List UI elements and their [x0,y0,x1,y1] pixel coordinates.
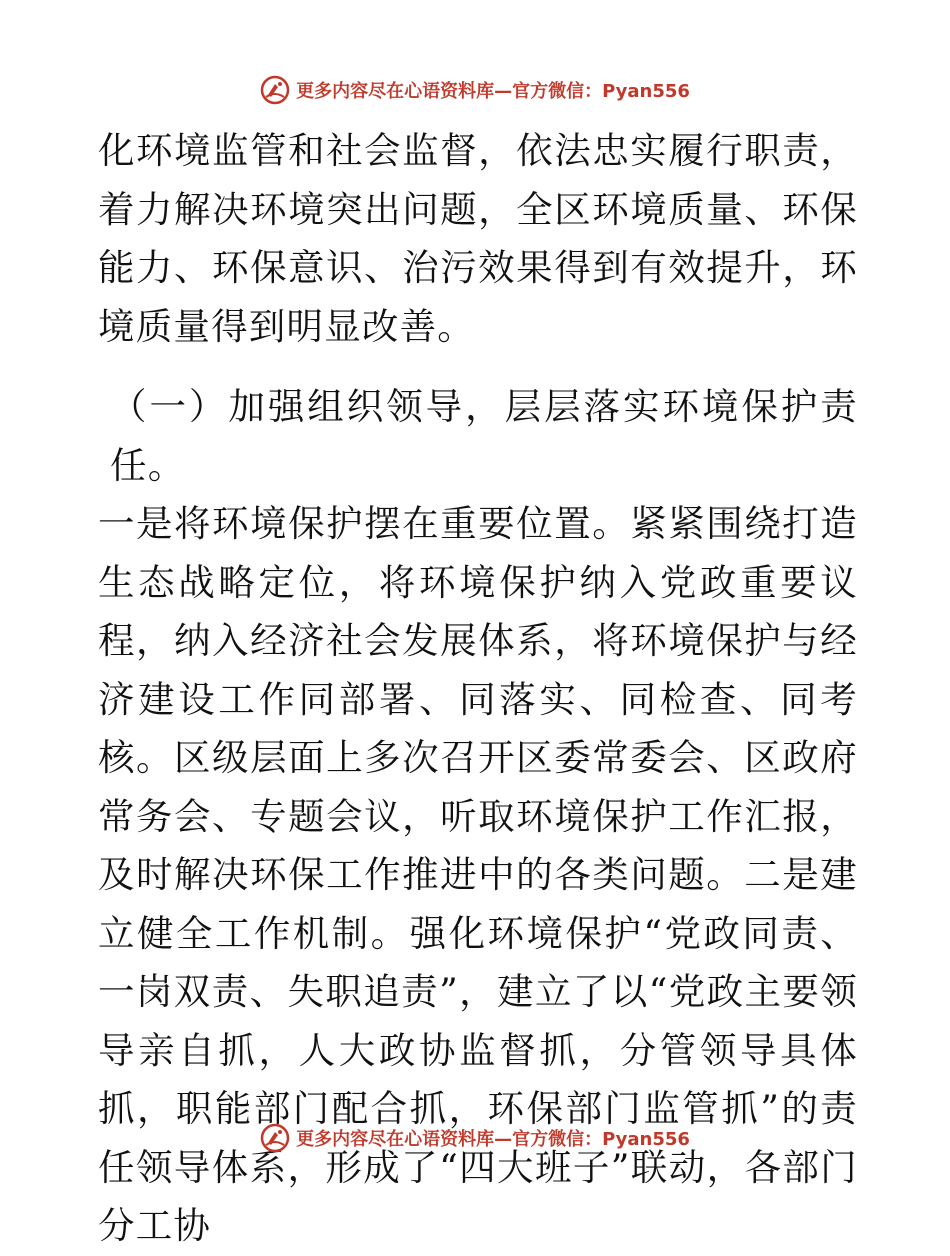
watermark-text: 更多内容尽在心语资料库—官方微信：Pyan556 [296,81,690,102]
watermark-footer [0,1120,950,1156]
watermark-header [0,72,950,108]
document-body [98,122,858,1256]
book-pen-logo-icon [260,75,290,105]
paragraph-1: 化环境监管和社会监督，依法忠实履行职责，着力解决环境突出问题，全区环境质量、环保能力、环保意识、治污效果得到有效提升，环境质量得到明显改善。 [98,129,858,348]
book-pen-logo-icon [260,1123,290,1153]
watermark-text: 更多内容尽在心语资料库—官方微信：Pyan556 [296,1129,690,1150]
paragraph-2: 一是将环境保护摆在重要位置。紧紧围绕打造生态战略定位，将环境保护纳入党政重要议程，纳入经济社会发展体系，将环境保护与经济建设工作同部署、同落实、同检查、同考核。区级层面上多次召开区委常委会、区政府常务会、专题会议，听取环境保护工作汇报，及时解决环保工作推进中的各类问题。二是建立健全工作机制。强化环境保护“党政同责、一岗双责、失职追责”，建立了以“党政主要领导亲自抓，人大政协监督抓，分管领导具体抓，职能部门配合抓，环保部门监管抓”的责任领导体系，形成了“四大班子”联动，各部门分工协 [98,502,858,1247]
section-heading: （一）加强组织领导，层层落实环境保护责任。 [110,385,858,487]
